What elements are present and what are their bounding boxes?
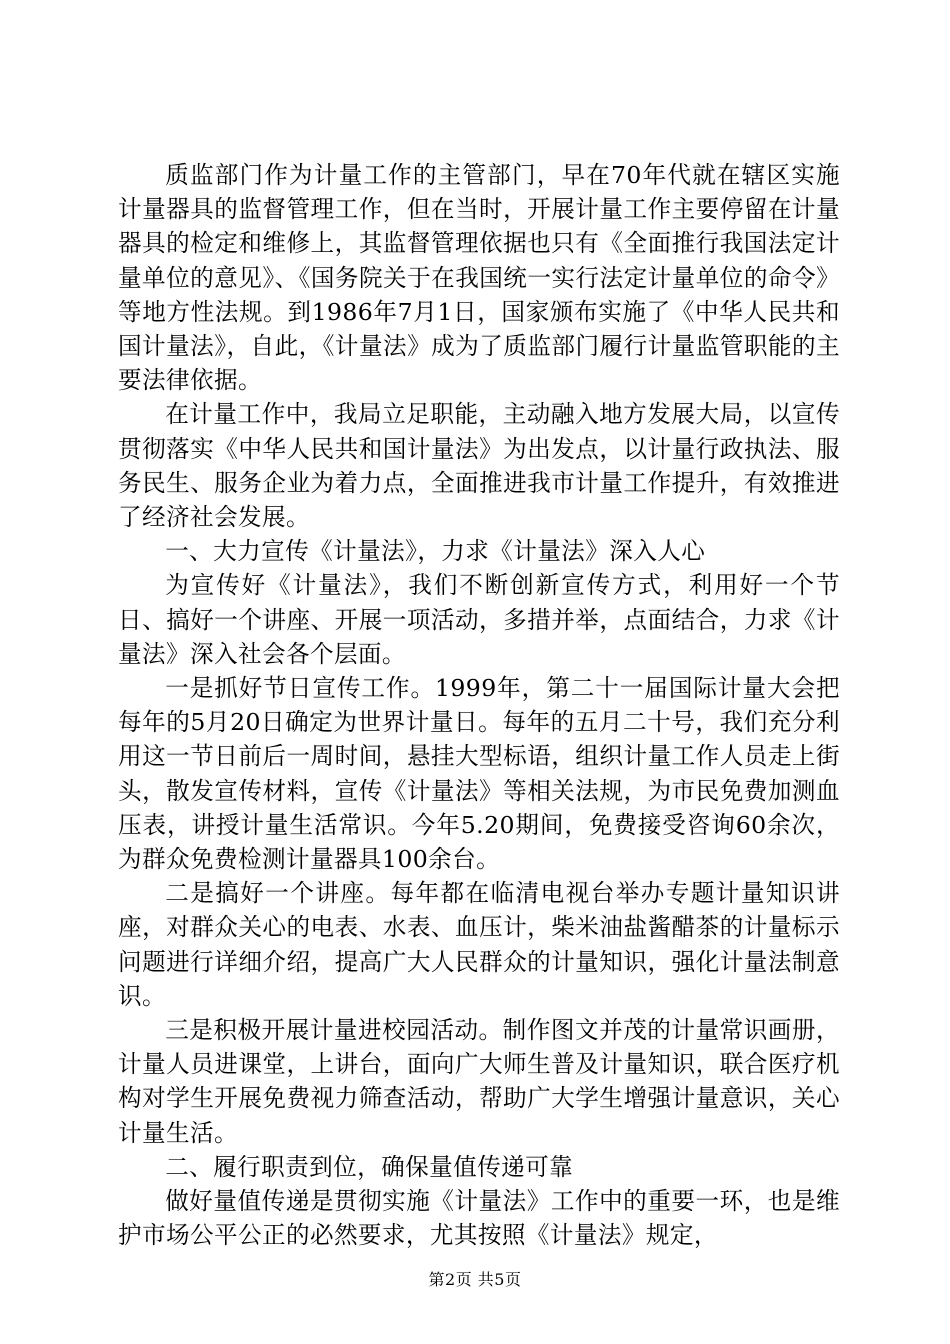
page-footer: 第2页 共5页	[428, 1270, 522, 1289]
document-body	[118, 158, 840, 1253]
paragraph-publicity-intro: 为宣传好《计量法》，我们不断创新宣传方式，利用好一个节日、搞好一个讲座、开展一项活动，多措并举，点面结合，力求《计量法》深入社会各个层面。	[118, 571, 840, 668]
section-heading-1: 一、大力宣传《计量法》，力求《计量法》深入人心	[165, 537, 706, 566]
paragraph-overview: 在计量工作中，我局立足职能，主动融入地方发展大局，以宣传贯彻落实《中华人民共和国计量法》为出发点，以计量行政执法、服务民生、服务企业为着力点，全面推进我市计量工作提升，有效推进了经济社会发展。	[118, 400, 840, 532]
paragraph-history: 质监部门作为计量工作的主管部门，早在70年代就在辖区实施计量器具的监督管理工作，但在当时，开展计量工作主要停留在计量器具的检定和维修上，其监督管理依据也只有《全面推行我国法定计量单位的意见》、《国务院关于在我国统一实行法定计量单位的命令》等地方性法规。到1986年7月1日，国家颁布实施了《中华人民共和国计量法》，自此，《计量法》成为了质监部门履行计量监管职能的主要法律依据。	[118, 161, 840, 395]
paragraph-value-transfer: 做好量值传递是贯彻实施《计量法》工作中的重要一环，也是维护市场公平公正的必然要求，尤其按照《计量法》规定，	[118, 1187, 840, 1250]
paragraph-lecture: 二是搞好一个讲座。每年都在临清电视台举办专题计量知识讲座，对群众关心的电表、水表、血压计，柴米油盐酱醋茶的计量标示问题进行详细介绍，提高广大人民群众的计量知识，强化计量法制意识。	[118, 879, 840, 1010]
section-heading-2: 二、履行职责到位，确保量值传递可靠	[165, 1152, 574, 1181]
paragraph-festival-publicity: 一是抓好节日宣传工作。1999年，第二十一届国际计量大会把每年的5月20日确定为世界计量日。每年的五月二十号，我们充分利用这一节日前后一周时间，悬挂大型标语，组织计量工作人员走上街头，散发宣传材料，宣传《计量法》等相关法规，为市民免费加测血压表，讲授计量生活常识。今年5.20期间，免费接受咨询60余次，为群众免费检测计量器具100余台。	[118, 674, 840, 874]
paragraph-campus: 三是积极开展计量进校园活动。制作图文并茂的计量常识画册，计量人员进课堂，上讲台，面向广大师生普及计量知识，联合医疗机构对学生开展免费视力筛查活动，帮助广大学生增强计量意识，关心计量生活。	[118, 1016, 840, 1147]
